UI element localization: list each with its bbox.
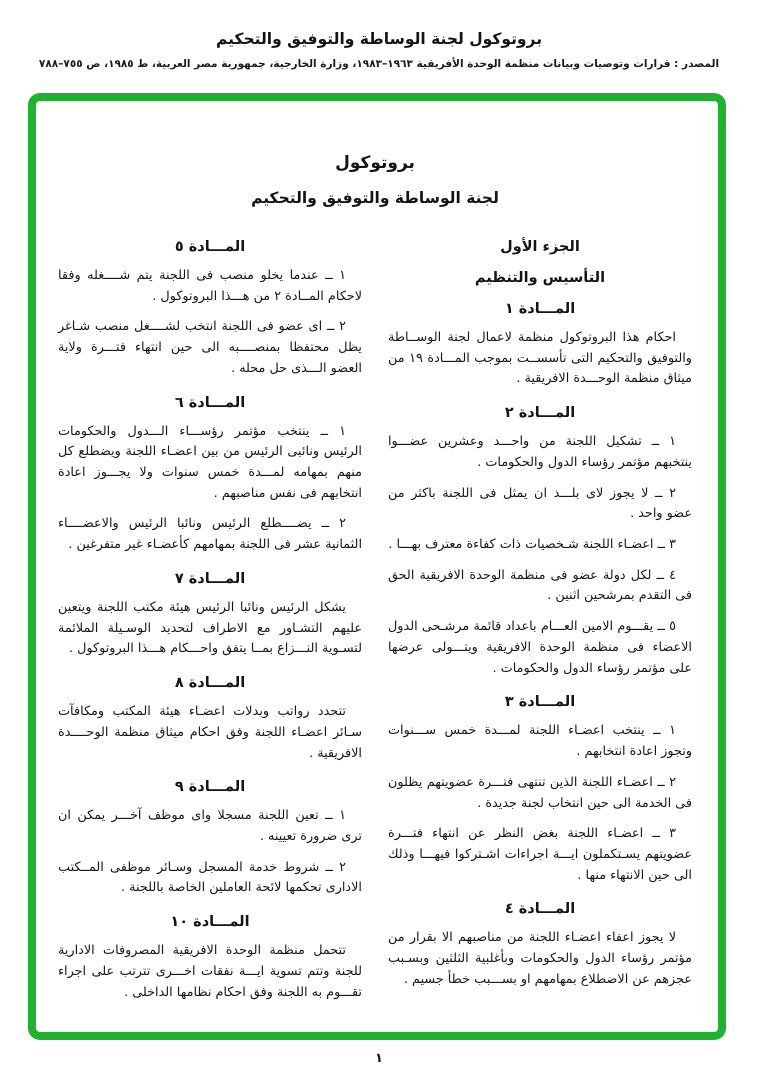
document-title: بروتوكول لجنة الوساطة والتوفيق والتحكيم	[215, 30, 543, 48]
article-paragraph: ٥ ــ يقـــوم الامين العـــام باعداد قائمة مرشـحى الدول الاعضاء فى منظمة الوحدة الافريقية ويتـــولى عرضها على مؤتمر رؤساء الدول والحكومات .	[388, 619, 692, 676]
article-paragraph: ١ ــ تشكيل اللجنة من واحـــد وعشرين عضـــوا ينتخبهم مؤتمر رؤساء الدول والحكومات .	[388, 434, 692, 470]
page-header	[0, 0, 758, 70]
column-left	[58, 237, 362, 1013]
article-paragraph: ٣ ــ اعضـاء اللجنة بغض النظر عن انتهاء فتـــرة عضويتهم يسـتكملون ايـــة اجراءات اشـتركوا فيهـــا وذلك الى حين الانتهاء منها .	[388, 826, 692, 883]
article-heading: المـــادة ٢	[504, 405, 576, 422]
article-heading: المـــادة ٧	[174, 570, 246, 587]
article-paragraph: ١ ــ عندما يخلو منصب فى اللجنة يتم شــــغله وفقا لاحكام المــادة ٢ من هـــذا البروتوكول .	[58, 268, 362, 304]
article-paragraph: ٢ ــ شروط خدمة المسجل وسـائر موظفى المــكتب الادارى تحكمها لائحة العاملين الخاصة باللجنة .	[58, 859, 362, 896]
article-paragraph: تتحمل منظمة الوحدة الافريقية المصروفات الادارية للجنة وتتم تسوية ايـــة نفقات اخـــرى تترتب على اجراء تقـــوم به اللجنة وفق احكام نظامها الداخلى .	[58, 943, 362, 1000]
article-paragraph: يشكل الرئيس ونائبا الرئيس هيئة مكتب اللجنة ويتعين عليهم التشـاور مع الاطراف لتحديد الوسـيلة الملائمة لتسـوية النـــزاع بمــا يتفق واحـــكام هـــذا البروتوكول .	[58, 599, 362, 657]
article-paragraph: ٢ ــ يضــــطلع الرئيس ونائبا الرئيس والاعضــــاء الثمانية عشر فى اللجنة بمهامهم كأعضـاء غير متفرغين .	[58, 516, 362, 553]
inner-title-block	[58, 153, 692, 207]
source-citation: المصدر : قرارات وتوصيات وبيانات منظمة الوحدة الأفريقية ١٩٦٣–١٩٨٣، وزارة الخارجية، جمهورية مصر العربية، ط ١٩٨٥، ص ٧٥٥–٧٨٨	[38, 58, 720, 70]
article-heading: المـــادة ٣	[504, 694, 576, 711]
article-paragraph: ٢ ــ اى عضو فى اللجنة انتخب لشــــغل منصب شـاغر يظل محتفظا بمنصــــبه الى حين انتهاء فتـــرة ولاية العضو الـــذى حل محله .	[58, 319, 362, 376]
article-paragraph: ٣ ــ اعضـاء اللجنة شـخصيات ذات كفاءة معترف بهـــا .	[388, 537, 676, 553]
column-right	[388, 237, 692, 1001]
protocol-subtitle: لجنة الوساطة والتوفيق والتحكيم	[251, 189, 499, 207]
article-heading: التأسيس والتنظيم	[474, 270, 606, 286]
green-border-frame	[28, 93, 726, 1040]
article-heading: المـــادة ١٠	[170, 914, 250, 931]
article-paragraph: احكام هذا البروتوكول منظمة لاعمال لجنة الوســاطة والتوفيق والتحكيم التى تأسســت بموجب المـــادة ١٩ من ميثاق منظمة الوحـــدة الافريقية .	[388, 330, 692, 387]
article-paragraph: تتحدد رواتب وبدلات اعضـاء هيئة المكتب ومكافآت سـائر اعضـاء اللجنة وفق احكام ميثاق منظمة الوحــــدة الافريقية .	[58, 704, 362, 761]
article-paragraph: ٢ ــ اعضـاء اللجنة الذين تنتهى فتـــرة عضويتهم يظلون فى الخدمة الى حين انتخاب لجنة جديدة .	[388, 774, 692, 811]
article-paragraph: ١ ــ ينتخب مؤتمر رؤســـاء الـــدول والحكومات الرئيس ونائبى الرئيس من بين اعضـاء اللجنة ويضطلع كل منهم بمهامه لمـــدة خمس سنوات ولا يجـــوز اعادة انتخابهم فى نفس مناصبهم .	[58, 423, 362, 501]
article-heading: المـــادة ٦	[174, 394, 246, 411]
article-heading: المـــادة ٨	[174, 675, 246, 692]
article-paragraph: ٢ ــ لا يجوز لاى بلـــد ان يمثل فى اللجنة باكثر من عضو واحد .	[388, 485, 692, 522]
protocol-title: بروتوكول	[335, 153, 415, 173]
two-column-layout	[58, 237, 692, 1013]
article-heading: الجزء الأول	[500, 239, 580, 255]
document-body	[36, 101, 718, 1032]
article-paragraph: لا يجوز اعفاء اعضـاء اللجنة من مناصبهم الا بقرار من مؤتمر رؤساء الدول والحكومات وبأغلبية الثلثين وبسـبب عجزهم عن الاضطلاع بمهامهم او بســـبب خطأ جسيم .	[388, 930, 692, 987]
article-paragraph: ١ ــ ينتخب اعضـاء اللجنة لمـــدة خمس ســـنوات وتجوز اعادة انتخابهم .	[388, 723, 692, 760]
article-heading: المـــادة ٩	[174, 779, 246, 796]
article-heading: المـــادة ٥	[174, 239, 246, 255]
page-number: ١	[375, 1051, 383, 1066]
article-paragraph: ١ ــ تعين اللجنة مسجلا واى موظف آخـــر يمكن ان ترى ضرورة تعيينه .	[58, 808, 362, 844]
article-heading: المـــادة ١	[504, 301, 576, 317]
article-heading: المـــادة ٤	[504, 901, 576, 918]
article-paragraph: ٤ ــ لكل دولة عضو فى منظمة الوحدة الافريقية الحق فى التقدم بمرشحين اثنين .	[388, 567, 692, 604]
